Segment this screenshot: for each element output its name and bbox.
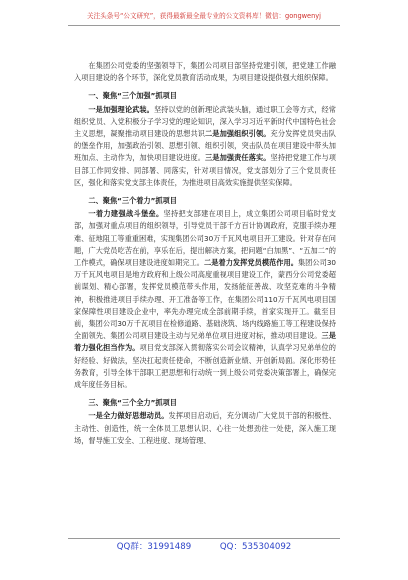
point-title: 一是全力做好思想动员。 — [88, 411, 169, 421]
point-text: 坚持把党建工作与项目部工作同安排、同部署、同落实，针对项目情况，党支部划分了三个党员责任区，强化和落实党支部主体责任，为推进项目高效实施提供坚实保障。 — [74, 153, 336, 187]
point-title: 二是加强组织引领。 — [205, 129, 271, 139]
point-text: 发挥项目启动后，充分调动广大党员干部的积极性、主动性、创造性，统一全体员工思想认识、心往一处想劲往一处使，深入施工现场，督导施工安全、工程进度、现场管理、 — [74, 411, 336, 445]
header-banner: 关注头条号“公文研究”，获得最新最全最专业的公文资料库！微信：gongwenyj — [87, 12, 321, 20]
point-title: 一是加强理论武装。 — [88, 104, 154, 114]
intro-paragraph: 在集团公司党委的坚强领导下，集团公司项目部坚持党建引领，把党建工作融入项目建设的各个环节，深化党员教育活动成果，为项目建设提供强大组织保障。 — [74, 61, 336, 83]
point-text: 项目党支部深入贯彻落实公司会议精神，认真学习兄弟单位的好经验、好做法，坚决扛起责任使命，不断创造新业绩、开创新局面。深化形势任务教育，引导全体干部职工把思想和行动统一到上级公司党委决策部署上，确保完成年度任务目标。 — [74, 343, 336, 390]
section-heading: 三、聚焦“三个全力”抓项目 — [88, 398, 177, 408]
header-divider — [68, 25, 340, 26]
section-paragraph — [74, 208, 336, 391]
section-heading: 二、聚焦“三个着力”抓项目 — [88, 196, 177, 206]
point-title: 三是着力强化担当作为。 — [74, 331, 336, 353]
point-text: 集团公司30万千瓦风电项目是地方政府和上级公司高度重视项目建设工作，蒙西分公司党委超前谋划、精心部署，发挥党员模范带头作用，发扬能征善战、攻坚克难的斗争精神，积极推进项目手续办理、开工准备等工作，在集团公司110万千瓦风电项目国家保障性项目建设企业中，率先办理完成全部前期手续，首家实现开工。截至目前，集团公司30万千瓦项目在检修道路、基础浇筑、场内线路施工等工程建设保持全面领先、集团公司项目建设主动与兄弟单位项目进度对标，推动项目建设。 — [74, 258, 336, 341]
footer-qq-group: QQ群：31991489 — [116, 542, 192, 552]
section-heading: 一、聚焦“三个加强”抓项目 — [88, 91, 177, 101]
footer-qq: QQ：535304092 — [219, 542, 292, 552]
point-title: 二是着力发挥党员模范作用。 — [204, 258, 298, 268]
footer-divider — [68, 538, 340, 539]
article-body — [74, 60, 336, 447]
point-text: 坚持以党的创新理论武装头脑，通过职工会等方式，经常组织党员、入党积极分子学习党的理论知识，深入学习习近平新时代中国特色社会主义思想，凝聚推动项目建设的思想共识 — [74, 104, 336, 139]
point-title: 一着力建强战斗堡垒。 — [88, 209, 164, 219]
section-paragraph — [74, 104, 336, 189]
point-text: 充分发挥党员突击队的堡垒作用，加强政治引领、思想引领、组织引领，突击队员在项目建设中带头加班加点、主动作为，加快项目建设进度。 — [74, 129, 336, 163]
section-paragraph — [74, 410, 336, 447]
point-text: 坚持把支部建在项目上，成立集团公司项目临时党支部，加强对重点项目的组织领导，引导党员干部千方百计协调政府，克服手续办理难、征地阻工等重重困难，实现集团公司30万千瓦风电项目开工建设。针对存在问题，广大党员吃苦在前，享乐在后，提出解决方案，把问题“白加黑”、“五加二”的工作模式，确保项目建设进度如期完工。 — [74, 209, 336, 268]
point-title: 三是加强责任落实。 — [205, 153, 271, 163]
footer-contacts — [0, 541, 408, 553]
